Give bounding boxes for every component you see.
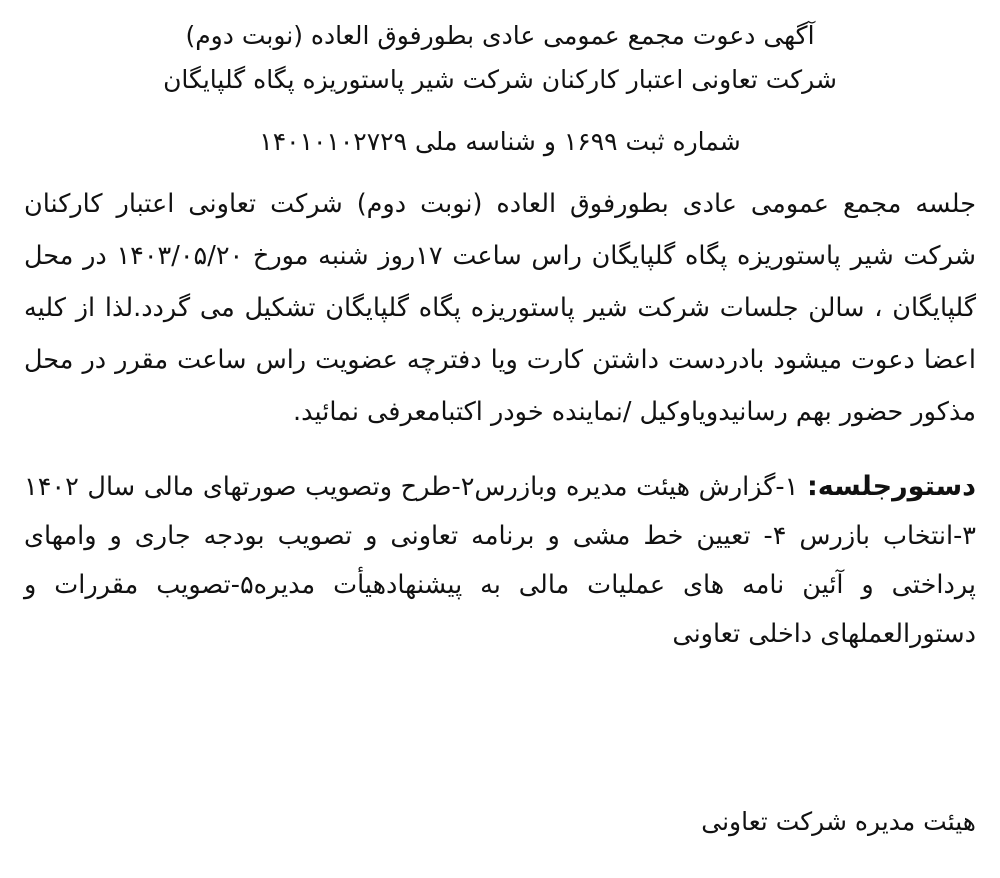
title-line-1: آگهی دعوت مجمع عمومی عادی بطورفوق العاده (نوبت دوم) bbox=[185, 21, 815, 50]
title-line-2: شرکت تعاونی اعتبار کارکنان شرکت شیر پاستوریزه پگاه گلپایگان bbox=[163, 65, 837, 94]
notice-title bbox=[24, 14, 976, 102]
agenda-text: ۱-گزارش هیئت مدیره وبازرس۲-طرح وتصویب صورتهای مالی سال ۱۴۰۲ ۳-انتخاب بازرس ۴- تعیین خط مشی و برنامه تعاونی و تصویب بودجه جاری و وامهای پرداختی و آئین نامه های عملیات مالی به پیشنهادهیأت مدیره۵-تصویب مقررات و دستورالعملهای داخلی تعاونی bbox=[24, 472, 976, 649]
meeting-paragraph: جلسه مجمع عمومی عادی بطورفوق العاده (نوبت دوم) شرکت تعاونی اعتبار کارکنان شرکت شیر پاستوریزه پگاه گلپایگان راس ساعت ۱۷روز شنبه مورخ ۱۴۰۳/۰۵/۲۰ در محل گلپایگان ، سالن جلسات شرکت شیر پاستوریزه پگاه گلپایگان تشکیل می گردد.لذا از کلیه اعضا دعوت میشود بادردست داشتن کارت ویا دفترچه عضویت راس ساعت مقرر در محل مذکور حضور بهم رسانیدویاوکیل /نماینده خودر اکتبامعرفی نمائید. bbox=[24, 189, 977, 427]
board-signature: هیئت مدیره شرکت تعاونی bbox=[701, 807, 976, 836]
agenda-label: دستورجلسه: bbox=[806, 471, 976, 502]
agenda-section bbox=[24, 462, 976, 659]
registration-info: شماره ثبت ۱۶۹۹ و شناسه ملی ۱۴۰۱۰۱۰۲۷۲۹ bbox=[259, 127, 741, 156]
